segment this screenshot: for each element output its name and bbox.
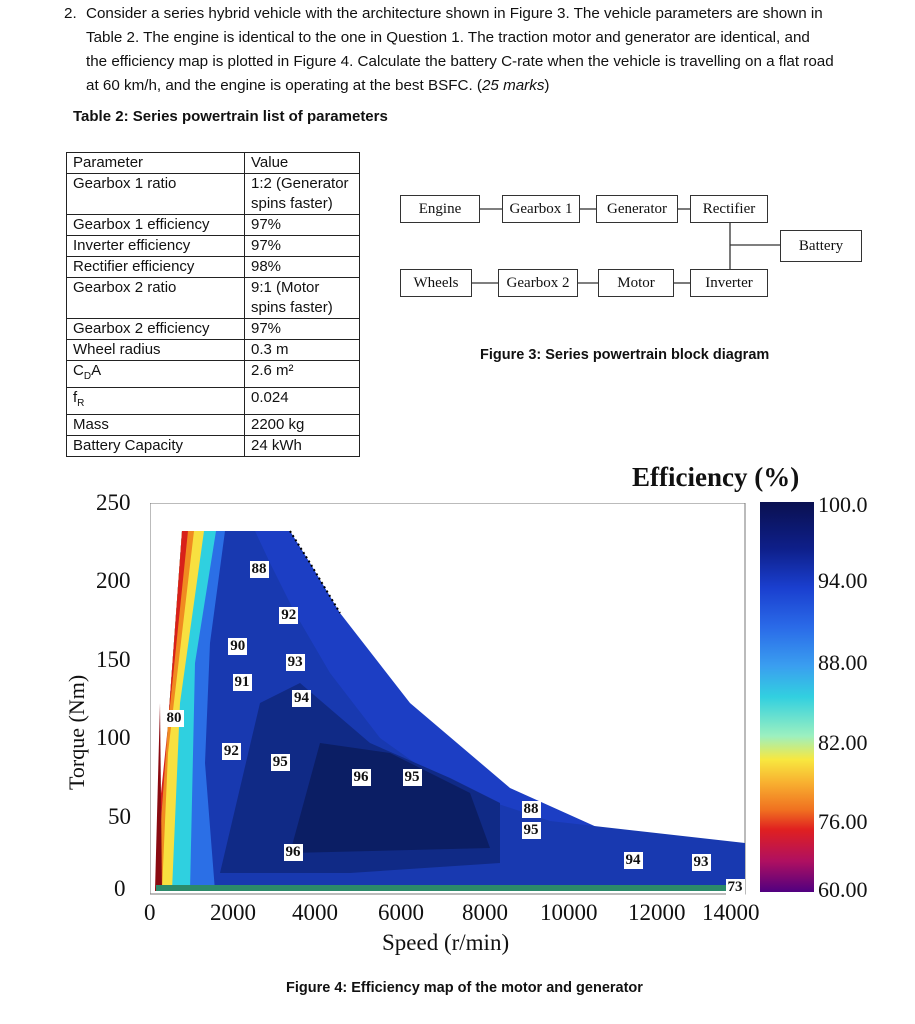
y-tick-label: 250 — [96, 490, 131, 515]
value-cell: 98% — [245, 257, 360, 278]
y-tick-label: 50 — [108, 804, 131, 829]
contour-label: 90 — [230, 637, 246, 654]
contour-label: 80 — [166, 709, 182, 726]
x-tick-label: 12000 — [628, 900, 686, 925]
table-row — [67, 361, 360, 388]
y-tick-label: 100 — [96, 725, 131, 750]
contour-label: 88 — [523, 800, 539, 817]
contour-label: 96 — [353, 769, 369, 786]
x-tick-label: 4000 — [292, 900, 338, 925]
contour-label: 92 — [281, 606, 297, 623]
param-cell-fr: $f_R$ — [67, 388, 245, 415]
table-row — [67, 174, 360, 215]
colorbar-label: 76.00 — [818, 809, 868, 834]
x-tick-label: 2000 — [210, 900, 256, 925]
colorbar-label: 94.00 — [818, 568, 868, 593]
x-tick-label: 10000 — [540, 900, 598, 925]
contour-label: 91 — [234, 673, 250, 690]
value-cell: 24 kWh — [245, 436, 360, 457]
x-tick-label: 14000 — [702, 900, 760, 925]
contour-label: 93 — [693, 853, 709, 870]
param-cell: Gearbox 2 efficiency — [67, 319, 245, 340]
colorbar — [760, 502, 816, 894]
battery-block: Battery — [780, 230, 862, 262]
question-number: 2. — [64, 5, 77, 22]
table-row — [67, 388, 360, 415]
inverter-block: Inverter — [690, 269, 768, 297]
table-row — [67, 257, 360, 278]
header-parameter: Parameter — [67, 153, 245, 174]
parameter-table — [66, 152, 360, 457]
question-line-4-end: ) — [544, 77, 550, 94]
value-cell: 2200 kg — [245, 415, 360, 436]
table-row — [67, 236, 360, 257]
table-row — [67, 415, 360, 436]
param-cell: Inverter efficiency — [67, 236, 245, 257]
value-cell: 0.3 m — [245, 340, 360, 361]
colorbar-label: 60.00 — [818, 877, 868, 902]
y-axis-label: Torque (Nm) — [64, 674, 89, 790]
x-tick-label: 0 — [144, 900, 156, 925]
question-marks: 25 marks — [481, 77, 545, 94]
wheels-block: Wheels — [400, 269, 472, 297]
y-tick-label: 200 — [96, 568, 131, 593]
contour-label: 88 — [251, 561, 267, 578]
value-cell: 0.024 — [245, 388, 360, 415]
question-line-4: at 60 km/h, and the engine is operating at the best BSFC. ( — [86, 77, 482, 94]
x-axis-label: Speed (r/min) — [382, 930, 510, 955]
param-cell: Rectifier efficiency — [67, 257, 245, 278]
question-line-2: Table 2. The engine is identical to the one in Question 1. The traction motor and generator are identical, and — [86, 29, 810, 46]
param-cell: Wheel radius — [67, 340, 245, 361]
figure4-caption: Figure 4: Efficiency map of the motor and generator — [286, 980, 643, 996]
contour-label: 96 — [285, 844, 301, 861]
contour-label: 92 — [223, 742, 239, 759]
param-cell: Gearbox 1 ratio — [67, 174, 245, 215]
gearbox2-block: Gearbox 2 — [498, 269, 578, 297]
question-text — [64, 2, 904, 98]
question-line-3: the efficiency map is plotted in Figure 4. Calculate the battery C-rate when the vehicle is travelling on a flat road — [86, 53, 834, 70]
table-row — [67, 436, 360, 457]
value-cell: 2.6 m² — [245, 361, 360, 388]
contour-label: 95 — [404, 769, 420, 786]
contour-label: 94 — [294, 689, 309, 706]
contour-label: 93 — [287, 653, 303, 670]
y-tick-label: 0 — [114, 876, 126, 901]
question-line-1: Consider a series hybrid vehicle with the architecture shown in Figure 3. The vehicle parameters are shown in — [86, 5, 823, 22]
motor-block: Motor — [598, 269, 674, 297]
table-row — [67, 278, 360, 319]
gearbox1-block: Gearbox 1 — [502, 195, 580, 223]
param-cell-cda: $C_DA$ — [67, 361, 245, 388]
efficiency-map-title: Efficiency (%) — [632, 462, 800, 492]
table-row — [67, 215, 360, 236]
value-cell: 97% — [245, 319, 360, 340]
rectifier-block: Rectifier — [690, 195, 768, 223]
param-cell: Mass — [67, 415, 245, 436]
value-cell: 97% — [245, 215, 360, 236]
colorbar-label: 82.00 — [818, 730, 868, 755]
value-cell: 97% — [245, 236, 360, 257]
contour-label: 95 — [523, 822, 539, 839]
generator-block: Generator — [596, 195, 678, 223]
efficiency-map-plot — [150, 503, 746, 895]
param-cell: Gearbox 2 ratio — [67, 278, 245, 319]
param-cell: Battery Capacity — [67, 436, 245, 457]
colorbar-label: 88.00 — [818, 650, 868, 675]
table-row — [67, 319, 360, 340]
contour-label: 94 — [625, 852, 641, 869]
table-row — [67, 340, 360, 361]
value-cell: 9:1 (Motor spins faster) — [245, 278, 360, 319]
header-value: Value — [245, 153, 360, 174]
table-title: Table 2: Series powertrain list of parameters — [73, 108, 388, 125]
y-tick-label: 150 — [96, 647, 131, 672]
engine-block: Engine — [400, 195, 480, 223]
x-tick-label: 8000 — [462, 900, 508, 925]
x-tick-label: 6000 — [378, 900, 424, 925]
value-cell: 1:2 (Generator spins faster) — [245, 174, 360, 215]
contour-label: 95 — [272, 753, 288, 770]
table-header-row — [67, 153, 360, 174]
colorbar-label: 100.0 — [818, 492, 868, 517]
contour-label: 73 — [727, 878, 743, 895]
param-cell: Gearbox 1 efficiency — [67, 215, 245, 236]
figure3-caption: Figure 3: Series powertrain block diagram — [480, 347, 770, 363]
